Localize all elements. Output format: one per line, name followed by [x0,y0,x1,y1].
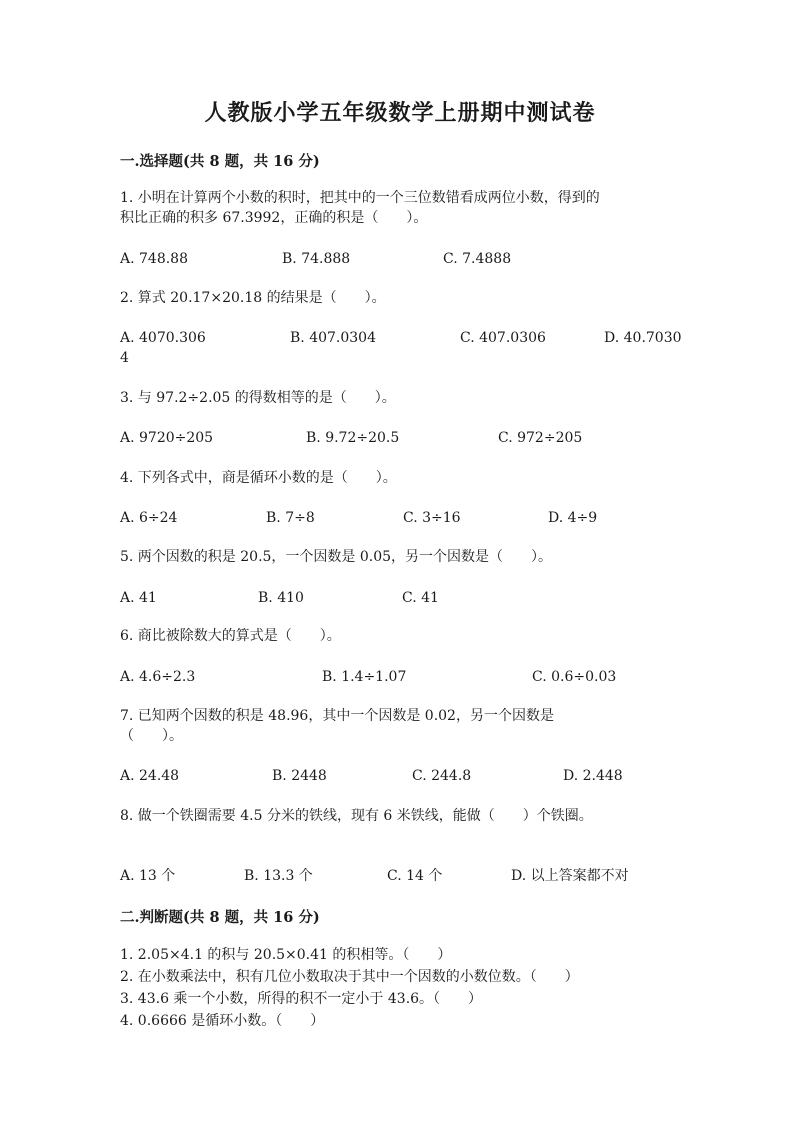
option-c: C. 41 [402,590,439,606]
option-c: C. 14 个 [387,868,443,884]
question-text: 4. 下列各式中，商是循环小数的是（ ）。 [120,470,397,486]
option-b: B. 13.3 个 [244,868,313,884]
option-c: C. 0.6÷0.03 [532,669,617,685]
option-a: A. 6÷24 [120,510,178,526]
option-b: B. 74.888 [282,251,351,267]
page-title: 人教版小学五年级数学上册期中测试卷 [204,100,596,126]
section-heading-choice: 一.选择题(共 8 题，共 16 分) [120,153,320,170]
question-text: （ ）。 [120,728,183,744]
option-a: A. 13 个 [120,868,176,884]
option-b: B. 410 [258,590,304,606]
option-c: C. 407.0306 [460,330,546,346]
option-d: D. 2.448 [563,768,623,784]
option-d: D. 以上答案都不对 [511,868,629,884]
option-d: D. 4÷9 [548,510,598,526]
option-b: B. 407.0304 [290,330,376,346]
question-2 [120,288,680,308]
question-text: 1. 小明在计算两个小数的积时，把其中的一个三位数错看成两位小数，得到的 [120,190,600,206]
question-3 [120,388,680,408]
option-c: C. 244.8 [412,768,472,784]
judgment-item-2: 2. 在小数乘法中，积有几位小数取决于其中一个因数的小数位数。（ ） [120,969,579,985]
question-text: 7. 已知两个因数的积是 48.96，其中一个因数是 0.02，另一个因数是 [120,708,554,724]
question-text: 6. 商比被除数大的算式是（ ）。 [120,628,341,644]
option-d-wrap: 4 [120,350,129,366]
option-a: A. 41 [120,590,157,606]
question-1 [120,188,680,228]
option-a: A. 9720÷205 [120,430,214,446]
option-b: B. 1.4÷1.07 [322,669,407,685]
question-text: 3. 与 97.2÷2.05 的得数相等的是（ ）。 [120,390,396,406]
option-a: A. 748.88 [120,251,188,267]
option-b: B. 7÷8 [266,510,315,526]
option-b: B. 2448 [272,768,327,784]
question-text: 积比正确的积多 67.3992，正确的积是（ ）。 [120,210,428,226]
option-c: C. 3÷16 [403,510,461,526]
option-a: A. 24.48 [120,768,180,784]
section-heading-judgment: 二.判断题(共 8 题，共 16 分) [120,909,320,926]
option-a: A. 4.6÷2.3 [120,669,196,685]
judgment-item-3: 3. 43.6 乘一个小数，所得的积不一定小于 43.6。（ ） [120,991,483,1007]
question-text: 8. 做一个铁圈需要 4.5 分米的铁线，现有 6 米铁线，能做（ ）个铁圈。 [120,808,593,824]
question-text: 5. 两个因数的积是 20.5，一个因数是 0.05，另一个因数是（ ）。 [120,549,553,565]
judgment-item-1: 1. 2.05×4.1 的积与 20.5×0.41 的积相等。（ ） [120,947,452,963]
question-6 [120,626,680,646]
option-c: C. 972÷205 [498,430,583,446]
question-text: 2. 算式 20.17×20.18 的结果是（ ）。 [120,290,386,306]
option-a: A. 4070.306 [120,330,206,346]
question-7 [120,706,680,746]
option-d: D. 40.7030 [604,330,682,346]
question-4 [120,468,680,488]
question-8 [120,806,700,826]
judgment-item-4: 4. 0.6666 是循环小数。（ ） [120,1013,325,1029]
question-5 [120,547,680,567]
option-b: B. 9.72÷20.5 [306,430,400,446]
option-c: C. 7.4888 [443,251,512,267]
